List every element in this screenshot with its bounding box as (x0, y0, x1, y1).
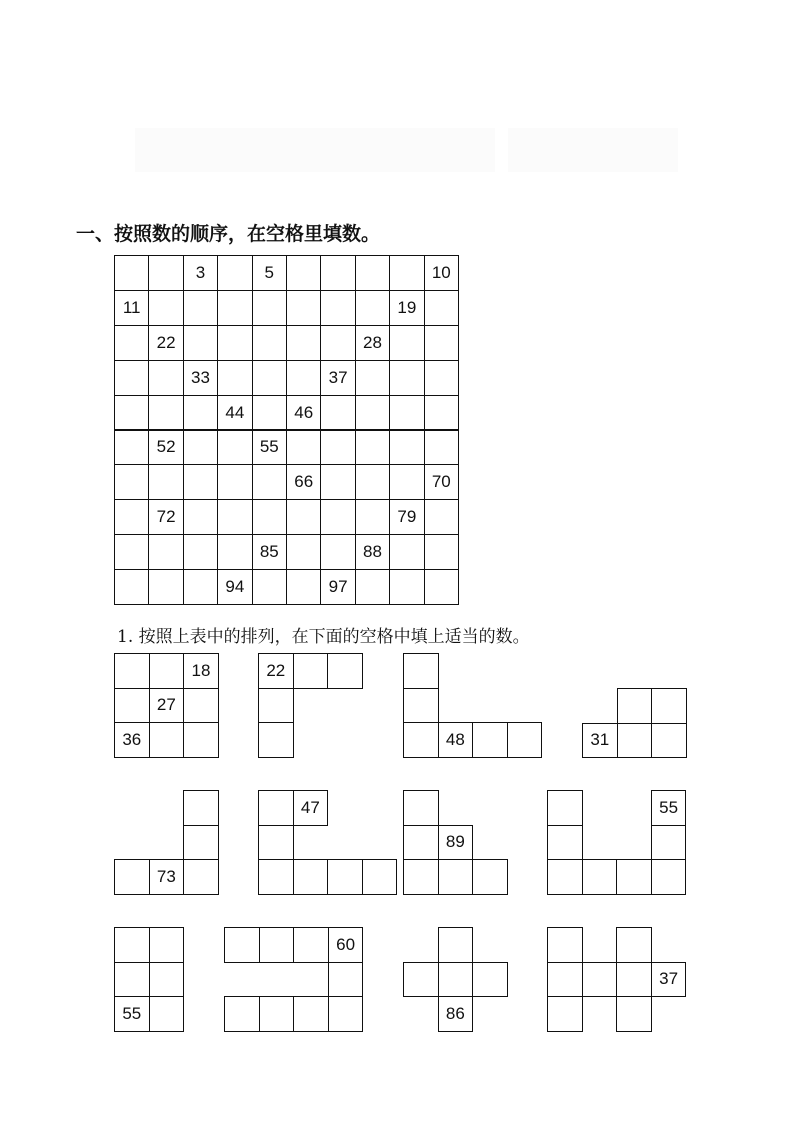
hundred-chart-cell[interactable] (355, 255, 390, 291)
puzzle-1-cell[interactable] (114, 688, 150, 724)
hundred-chart-cell[interactable] (148, 569, 183, 605)
hundred-chart-cell[interactable] (148, 290, 183, 326)
hundred-chart-cell[interactable]: 11 (114, 290, 149, 326)
hundred-chart-cell[interactable] (355, 360, 390, 396)
puzzle-5-cell[interactable] (114, 859, 150, 895)
puzzle-4-cell[interactable]: 31 (582, 723, 618, 759)
puzzle-1-cell[interactable]: 18 (183, 653, 219, 689)
puzzle-4-cell[interactable] (651, 723, 687, 759)
puzzle-5-cell[interactable] (183, 859, 219, 895)
hundred-chart-cell[interactable] (355, 395, 390, 431)
hundred-chart-cell[interactable]: 55 (252, 430, 287, 466)
section-heading: 一、按照数的顺序，在空格里填数。 (76, 223, 381, 245)
puzzle-9-cell[interactable] (114, 962, 150, 998)
puzzle-1-cell[interactable] (183, 722, 219, 758)
faded-title-block-right (508, 128, 678, 172)
hundred-chart-cell[interactable] (217, 255, 252, 291)
puzzle-6-cell[interactable] (258, 825, 294, 861)
puzzle-10-cell[interactable] (328, 962, 364, 998)
hundred-chart-cell[interactable] (424, 360, 459, 396)
hundred-chart-cell[interactable] (148, 255, 183, 291)
hundred-chart-cell[interactable] (320, 534, 355, 570)
puzzle-10-cell[interactable] (293, 927, 329, 963)
hundred-chart-cell[interactable] (389, 569, 424, 605)
puzzle-3-cell[interactable] (472, 722, 508, 758)
puzzle-8-cell[interactable] (616, 859, 652, 895)
hundred-chart-cell[interactable] (424, 290, 459, 326)
hundred-chart-cell[interactable] (355, 464, 390, 500)
hundred-chart-cell[interactable] (252, 569, 287, 605)
hundred-chart-cell[interactable] (286, 534, 321, 570)
puzzle-1-cell[interactable] (149, 653, 185, 689)
puzzle-11-cell[interactable] (472, 962, 508, 998)
hundred-chart-cell[interactable] (217, 360, 252, 396)
puzzle-4-cell[interactable] (617, 723, 653, 759)
puzzle-9-cell[interactable] (149, 962, 185, 998)
hundred-chart-cell[interactable] (148, 464, 183, 500)
hundred-chart-cell[interactable] (286, 499, 321, 535)
hundred-chart-cell[interactable]: 46 (286, 395, 321, 431)
hundred-chart-cell[interactable] (355, 430, 390, 466)
hundred-chart-cell[interactable] (286, 430, 321, 466)
puzzle-3-cell[interactable] (403, 688, 439, 724)
hundred-chart-cell[interactable] (320, 430, 355, 466)
puzzle-6-cell[interactable] (258, 859, 294, 895)
hundred-chart-cell[interactable] (424, 499, 459, 535)
puzzle-1-cell[interactable]: 36 (114, 722, 150, 758)
puzzle-5-cell[interactable] (183, 790, 219, 826)
puzzle-7-cell[interactable] (403, 825, 439, 861)
puzzle-9-cell[interactable] (114, 927, 150, 963)
hundred-chart-cell[interactable] (148, 395, 183, 431)
hundred-chart-cell[interactable] (286, 325, 321, 361)
puzzle-8-cell[interactable] (547, 790, 583, 826)
hundred-chart-cell[interactable] (286, 255, 321, 291)
hundred-chart-cell[interactable] (424, 430, 459, 466)
hundred-chart-cell[interactable] (114, 534, 149, 570)
puzzle-11-cell[interactable] (438, 962, 474, 998)
puzzle-10-cell[interactable] (259, 996, 295, 1032)
hundred-chart-cell[interactable] (355, 290, 390, 326)
puzzle-12-cell[interactable] (547, 927, 583, 963)
hundred-chart-cell[interactable]: 72 (148, 499, 183, 535)
hundred-chart-cell[interactable] (183, 290, 218, 326)
hundred-chart-cell[interactable] (148, 360, 183, 396)
hundred-chart-cell[interactable] (183, 325, 218, 361)
hundred-chart-cell[interactable] (389, 395, 424, 431)
hundred-chart-cell[interactable] (320, 464, 355, 500)
hundred-chart-cell[interactable] (320, 325, 355, 361)
hundred-chart-cell[interactable] (252, 290, 287, 326)
hundred-chart-cell[interactable] (183, 499, 218, 535)
puzzle-5-cell[interactable]: 73 (149, 859, 185, 895)
puzzle-3-cell[interactable]: 48 (438, 722, 474, 758)
hundred-chart-cell[interactable] (217, 464, 252, 500)
puzzle-6-cell[interactable] (362, 859, 398, 895)
hundred-chart-cell[interactable] (183, 464, 218, 500)
hundred-chart-cell[interactable] (252, 499, 287, 535)
hundred-chart-cell[interactable] (320, 395, 355, 431)
hundred-chart-cell[interactable] (424, 569, 459, 605)
hundred-chart-cell[interactable] (252, 360, 287, 396)
puzzle-5-cell[interactable] (183, 825, 219, 861)
puzzle-8-cell[interactable] (547, 825, 583, 861)
hundred-chart-cell[interactable]: 85 (252, 534, 287, 570)
puzzle-12-cell[interactable] (616, 927, 652, 963)
hundred-chart-cell[interactable] (183, 569, 218, 605)
puzzle-6-cell[interactable] (327, 859, 363, 895)
hundred-chart-cell[interactable] (252, 395, 287, 431)
hundred-chart-cell[interactable]: 52 (148, 430, 183, 466)
puzzle-10-cell[interactable]: 60 (328, 927, 364, 963)
hundred-chart-cell[interactable]: 94 (217, 569, 252, 605)
hundred-chart-cell[interactable] (320, 255, 355, 291)
puzzle-3-cell[interactable] (507, 722, 543, 758)
hundred-chart-cell[interactable] (424, 534, 459, 570)
hundred-chart-cell[interactable] (424, 395, 459, 431)
puzzle-10-cell[interactable] (293, 996, 329, 1032)
puzzle-12-cell[interactable] (582, 962, 618, 998)
hundred-chart-cell[interactable] (355, 499, 390, 535)
hundred-chart-cell[interactable] (217, 499, 252, 535)
puzzle-3-cell[interactable] (403, 722, 439, 758)
puzzle-12-cell[interactable] (616, 996, 652, 1032)
hundred-chart-cell[interactable] (114, 499, 149, 535)
puzzle-7-cell[interactable] (403, 859, 439, 895)
puzzle-9-cell[interactable] (149, 927, 185, 963)
hundred-chart-cell[interactable]: 3 (183, 255, 218, 291)
puzzle-4-cell[interactable] (617, 688, 653, 724)
hundred-chart-cell[interactable]: 10 (424, 255, 459, 291)
hundred-chart-cell[interactable] (148, 534, 183, 570)
hundred-chart-cell[interactable]: 70 (424, 464, 459, 500)
hundred-chart-cell[interactable] (286, 360, 321, 396)
hundred-chart-cell[interactable] (389, 430, 424, 466)
hundred-chart-cell[interactable] (389, 360, 424, 396)
puzzle-2-cell[interactable] (293, 653, 329, 689)
hundred-chart-cell[interactable] (217, 430, 252, 466)
hundred-chart-cell[interactable]: 37 (320, 360, 355, 396)
hundred-chart-cell[interactable] (252, 325, 287, 361)
hundred-chart-cell[interactable]: 5 (252, 255, 287, 291)
hundred-chart-cell[interactable]: 88 (355, 534, 390, 570)
puzzle-12-cell[interactable]: 37 (651, 962, 687, 998)
hundred-chart-cell[interactable] (389, 534, 424, 570)
puzzle-11-cell[interactable] (403, 962, 439, 998)
puzzle-2-cell[interactable] (327, 653, 363, 689)
puzzle-11-cell[interactable] (438, 927, 474, 963)
hundred-chart-cell[interactable]: 28 (355, 325, 390, 361)
puzzle-7-cell[interactable] (438, 859, 474, 895)
puzzle-8-cell[interactable]: 55 (651, 790, 687, 826)
hundred-chart-cell[interactable]: 22 (148, 325, 183, 361)
hundred-chart-cell[interactable] (389, 464, 424, 500)
puzzle-8-cell[interactable] (582, 859, 618, 895)
puzzle-11-cell[interactable]: 86 (438, 996, 474, 1032)
hundred-chart-cell[interactable] (355, 569, 390, 605)
hundred-chart-cell[interactable] (114, 360, 149, 396)
puzzle-9-cell[interactable]: 55 (114, 996, 150, 1032)
hundred-chart-cell[interactable]: 66 (286, 464, 321, 500)
puzzle-1-cell[interactable] (114, 653, 150, 689)
puzzle-12-cell[interactable] (547, 996, 583, 1032)
faded-title-block (135, 128, 495, 172)
puzzle-2-cell[interactable] (258, 688, 294, 724)
hundred-chart-cell[interactable] (183, 534, 218, 570)
hundred-chart-cell[interactable] (389, 255, 424, 291)
puzzle-12-cell[interactable] (616, 962, 652, 998)
hundred-chart-cell[interactable] (114, 569, 149, 605)
puzzle-3-cell[interactable] (403, 653, 439, 689)
hundred-chart-cell[interactable] (114, 255, 149, 291)
puzzle-12-cell[interactable] (547, 962, 583, 998)
hundred-chart-cell[interactable] (424, 325, 459, 361)
puzzle-10-cell[interactable] (259, 927, 295, 963)
puzzle-10-cell[interactable] (224, 996, 260, 1032)
puzzle-1-cell[interactable] (183, 688, 219, 724)
puzzle-10-cell[interactable] (224, 927, 260, 963)
hundred-chart-cell[interactable] (217, 325, 252, 361)
puzzle-6-cell[interactable] (293, 859, 329, 895)
puzzle-8-cell[interactable] (651, 825, 687, 861)
puzzle-2-cell[interactable]: 22 (258, 653, 294, 689)
puzzle-10-cell[interactable] (328, 996, 364, 1032)
hundred-chart-cell[interactable] (286, 290, 321, 326)
hundred-chart-cell[interactable] (252, 464, 287, 500)
puzzle-6-cell[interactable]: 47 (293, 790, 329, 826)
puzzle-6-cell[interactable] (258, 790, 294, 826)
hundred-chart-cell[interactable] (183, 430, 218, 466)
puzzle-4-cell[interactable] (651, 688, 687, 724)
hundred-chart-cell[interactable] (286, 569, 321, 605)
puzzle-2-cell[interactable] (258, 722, 294, 758)
puzzle-7-cell[interactable] (403, 790, 439, 826)
puzzle-8-cell[interactable] (547, 859, 583, 895)
puzzle-1-cell[interactable] (149, 722, 185, 758)
hundred-chart-cell[interactable] (114, 325, 149, 361)
hundred-chart-cell[interactable]: 33 (183, 360, 218, 396)
puzzle-1-cell[interactable]: 27 (149, 688, 185, 724)
sub-heading: 1. 按照上表中的排列，在下面的空格中填上适当的数。 (117, 627, 530, 647)
hundred-chart-cell[interactable]: 44 (217, 395, 252, 431)
hundred-chart-cell[interactable] (217, 534, 252, 570)
hundred-chart-cell[interactable] (320, 290, 355, 326)
hundred-chart-cell[interactable]: 79 (389, 499, 424, 535)
hundred-chart-cell[interactable] (114, 464, 149, 500)
hundred-chart-cell[interactable] (183, 395, 218, 431)
puzzle-8-cell[interactable] (651, 859, 687, 895)
hundred-chart-cell[interactable] (114, 395, 149, 431)
puzzle-7-cell[interactable]: 89 (438, 825, 474, 861)
puzzle-7-cell[interactable] (472, 859, 508, 895)
hundred-chart-cell[interactable]: 97 (320, 569, 355, 605)
hundred-chart-cell[interactable]: 19 (389, 290, 424, 326)
puzzle-9-cell[interactable] (149, 996, 185, 1032)
hundred-chart-cell[interactable] (389, 325, 424, 361)
hundred-chart-cell[interactable] (114, 430, 149, 466)
hundred-chart-cell[interactable] (320, 499, 355, 535)
hundred-chart-cell[interactable] (217, 290, 252, 326)
